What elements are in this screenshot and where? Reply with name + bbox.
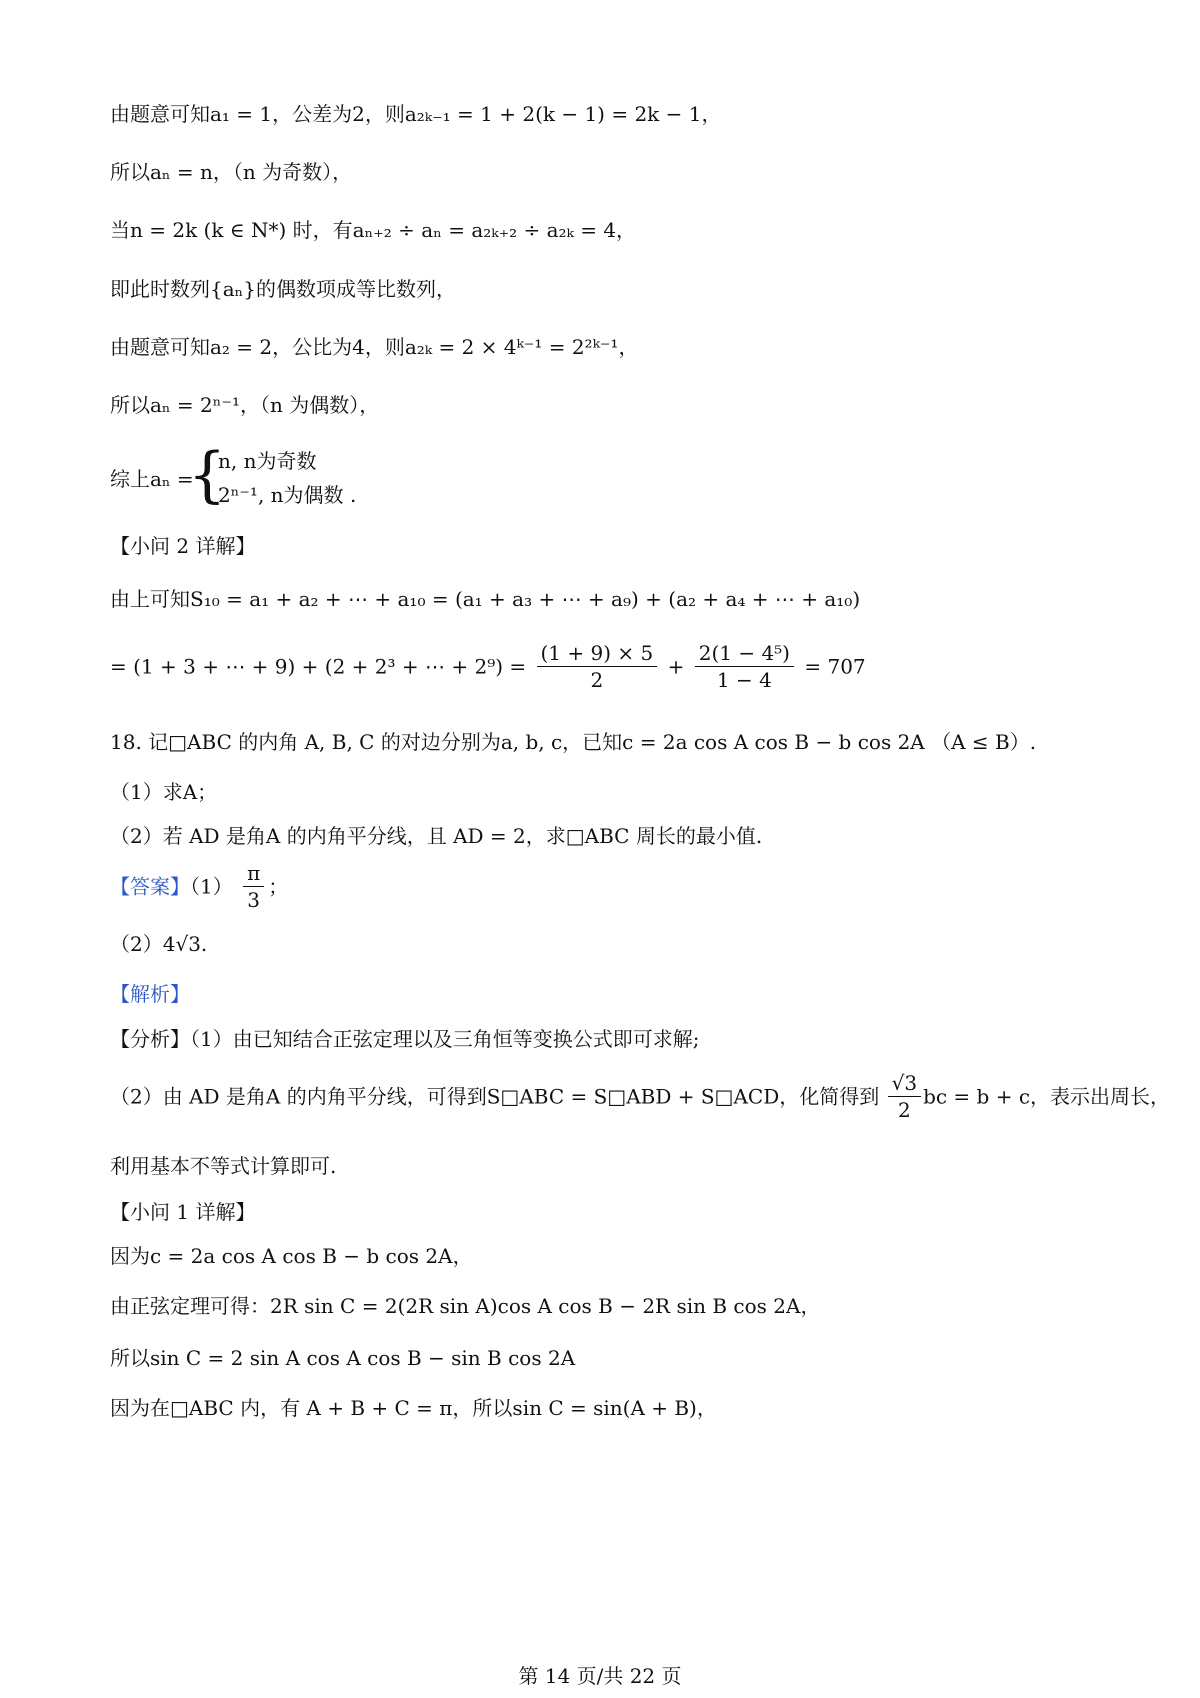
analysis-tag: 【解析】	[110, 982, 190, 1006]
fraction-denominator: 1 − 4	[716, 668, 772, 692]
text-line: 当n = 2k (k ∈ N*) 时，有aₙ₊₂ ÷ aₙ = a₂ₖ₊₂ ÷ a₂ₖ = 4，	[110, 218, 637, 242]
answer-1-prefix: （1）	[190, 874, 233, 899]
page-footer: 第 14 页/共 22 页	[518, 1664, 682, 1688]
piecewise-end: .	[350, 483, 357, 507]
text-line: 即此时数列{aₙ}的偶数项成等比数列，	[110, 277, 457, 301]
fraction	[888, 1070, 921, 1123]
text-line: 由上可知S₁₀ = a₁ + a₂ + ⋯ + a₁₀ = (a₁ + a₃ + ⋯ + a₉) + (a₂ + a₄ + ⋯ + a₁₀)	[110, 587, 861, 611]
analysis-text: （1）由已知结合正弦定理以及三角恒等变换公式即可求解;	[190, 1027, 700, 1051]
sum-right: = 707	[804, 654, 866, 679]
plus-sign: +	[667, 654, 685, 679]
solution-line: 因为在□ABC 内，有 A + B + C = π，所以sin C = sin(A + B)，	[110, 1396, 717, 1420]
analysis-line-3: 利用基本不等式计算即可.	[110, 1154, 337, 1178]
fraction	[537, 640, 658, 693]
section-header: 【小问 1 详解】	[110, 1200, 256, 1224]
solution-line: 由正弦定理可得：2R sin C = 2(2R sin A)cos A cos B − 2R sin B cos 2A，	[110, 1294, 821, 1318]
section-header: 【小问 2 详解】	[110, 534, 256, 558]
solution-line: 所以sin C = 2 sin A cos A cos B − sin B cos 2A	[110, 1346, 576, 1370]
piecewise-case-2: 2ⁿ⁻¹, n为偶数	[218, 483, 344, 507]
answer-tag: 【答案】	[110, 874, 190, 899]
text-line: 由题意可知a₂ = 2，公比为4，则a₂ₖ = 2 × 4ᵏ⁻¹ = 2²ᵏ⁻¹，	[110, 335, 639, 359]
fraction	[243, 860, 264, 913]
analysis-text: （2）由 AD 是角A 的内角平分线，可得到S□ABC = S□ABD + S□ACD，化简得到	[110, 1084, 880, 1109]
text-line: 由题意可知a₁ = 1，公差为2，则a₂ₖ₋₁ = 1 + 2(k − 1) = 2k − 1，	[110, 102, 722, 126]
analysis-line-1	[110, 1025, 699, 1053]
analysis-text: bc = b + c，表示出周长，	[923, 1084, 1171, 1109]
answer-line-1	[110, 860, 288, 920]
fraction-numerator: π	[243, 860, 264, 887]
fraction-numerator: √3	[888, 1070, 921, 1097]
question-18-part-2: （2）若 AD 是角A 的内角平分线，且 AD = 2，求□ABC 周长的最小值.	[110, 824, 763, 848]
fraction	[695, 640, 794, 693]
left-brace: {	[188, 440, 227, 510]
question-18: 18. 记□ABC 的内角 A, B, C 的对边分别为a, b, c，已知c = 2a cos A cos B − b cos 2A （A ≤ B）.	[110, 730, 1037, 754]
fraction-numerator: 2(1 − 4⁵)	[695, 640, 794, 667]
fraction-denominator: 2	[590, 668, 604, 692]
answer-1-end: ；	[268, 874, 289, 899]
question-18-part-1: （1）求A；	[110, 780, 218, 804]
text-line: 所以aₙ = 2ⁿ⁻¹，（n 为偶数），	[110, 393, 380, 417]
sum-left: = (1 + 3 + ⋯ + 9) + (2 + 2³ + ⋯ + 2⁹) =	[110, 654, 527, 679]
piecewise-prefix: 综上aₙ =	[110, 467, 194, 491]
fraction-denominator: 2	[897, 1098, 911, 1122]
text-line: 所以aₙ = n，（n 为奇数），	[110, 160, 353, 184]
fraction-denominator: 3	[247, 888, 261, 912]
solution-line: 因为c = 2a cos A cos B − b cos 2A，	[110, 1244, 473, 1268]
fraction-numerator: (1 + 9) × 5	[537, 640, 658, 667]
piecewise-block	[110, 440, 510, 515]
answer-line-2: （2）4√3.	[110, 932, 208, 956]
piecewise-case-1: n, n为奇数	[218, 449, 317, 473]
analysis-subtag: 【分析】	[110, 1027, 190, 1051]
analysis-line-2	[110, 1070, 1170, 1134]
sum-computation	[110, 640, 866, 704]
